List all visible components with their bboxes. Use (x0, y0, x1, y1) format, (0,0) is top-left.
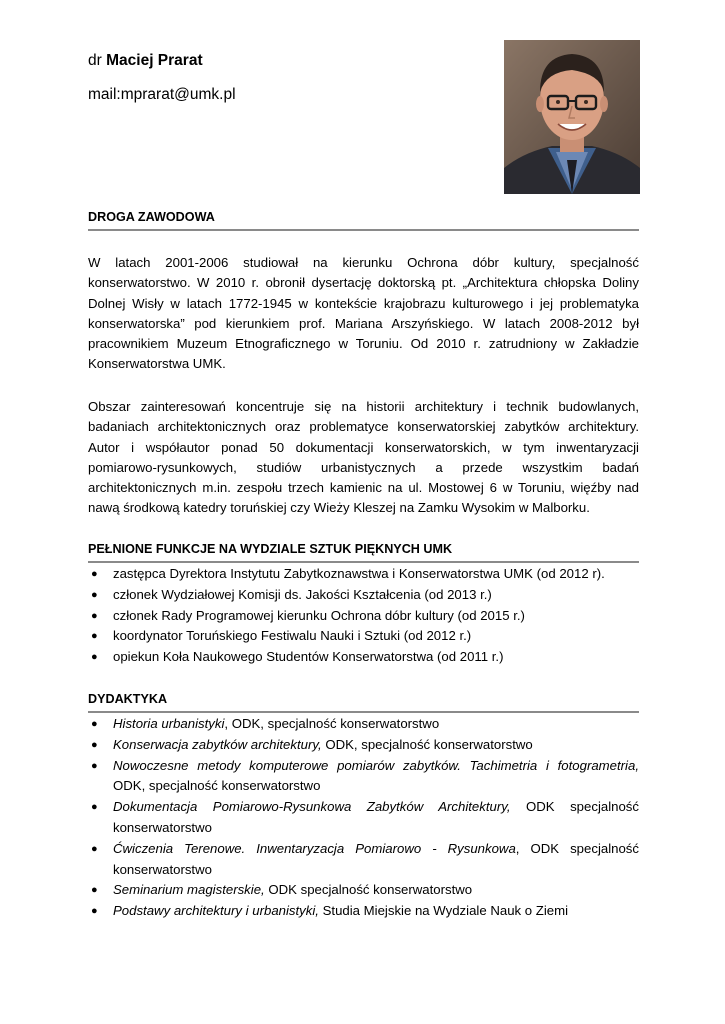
portrait-illustration (504, 40, 640, 194)
function-item (88, 585, 639, 606)
course-name: Seminarium magisterskie, (113, 882, 265, 898)
bullet-icon: ● (91, 651, 98, 664)
function-item-text: członek Wydziałowej Komisji ds. Jakości Kształcenia (od 2013 r.) (113, 586, 492, 602)
course-details: ODK specjalność konserwatorstwo (264, 882, 473, 898)
bullet-icon: ● (91, 609, 98, 622)
bullet-icon: ● (91, 630, 98, 643)
bullet-icon: ● (91, 588, 98, 601)
career-paragraph-2: Obszar zainteresowań koncentruje się na historii architektury i technik budowlanych, badaniach architektonicznych oraz problematyce konserwatorskiej zabytków architektury. Autor i współautor ponad 50 dokumentacji konserwatorskich, w tym inwentaryzacji pomiarowo-rysunkowych, studiów urbanistycznych a przede wszystkim badań architektonicznych m.in. zespołu trzech kamienic na ul. Mostowej 6 w Toruniu, więźby nad nawą środkową katedry toruńskiej czy Wieży Kleszej na Zamku Wysokim w Malborku. (88, 399, 639, 516)
section-title-didactics: DYDAKTYKA (88, 692, 639, 713)
course-details: , ODK specjalność konserwatorstwo (113, 840, 639, 877)
course-details: , ODK, specjalność konserwatorstwo (224, 716, 440, 731)
portrait-photo (504, 40, 640, 194)
bullet-icon: ● (91, 738, 98, 751)
career-paragraph-1: W latach 2001-2006 studiował na kierunku Ochrona dóbr kultury, specjalność konserwatorstwo. W 2010 r. obronił dysertację doktorską pt. „Architektura chłopska Doliny Dolnej Wisły w latach 1772-1945 w kontekście krajobrazu kulturowego i jej problematyka konserwatorska” pod kierunkiem prof. Mariana Arszyńskiego. W latach 2008-2012 był pracownikiem Muzeum Etnograficznego w Toruniu. Od 2010 r. zatrudniony w Zakładzie Konserwatorstwa UMK. (88, 255, 639, 372)
function-item (88, 564, 639, 585)
course-item (88, 880, 639, 901)
section-title-career: DROGA ZAWODOWA (88, 210, 639, 231)
course-item (88, 714, 639, 735)
course-details: Studia Miejskie na Wydziale Nauk o Ziemi (318, 903, 569, 919)
course-details: ODK, specjalność konserwatorstwo (113, 778, 321, 794)
bullet-icon: ● (91, 801, 98, 814)
functions-list (88, 564, 639, 668)
course-details: ODK specjalność konserwatorstwo (113, 799, 639, 835)
section-title-functions: PEŁNIONE FUNKCJE NA WYDZIALE SZTUK PIĘKNYCH UMK (88, 542, 639, 563)
bullet-icon: ● (91, 884, 98, 897)
bullet-icon: ● (91, 568, 98, 580)
name-text: Maciej Prarat (106, 52, 203, 69)
function-item-text: członek Rady Programowej kierunku Ochrona dóbr kultury (od 2015 r.) (113, 607, 525, 623)
function-item-text: zastępca Dyrektora Instytutu Zabytkoznawstwa i Konserwatorstwa UMK (od 2012 r). (113, 566, 605, 581)
course-item (88, 756, 639, 798)
course-name: Dokumentacja Pomiarowo-Rysunkowa Zabytków Architektury, (113, 799, 511, 815)
person-name (88, 52, 203, 70)
course-name: Podstawy architektury i urbanistyki, (113, 903, 319, 919)
course-item (88, 735, 639, 756)
course-name: Historia urbanistyki (113, 716, 225, 731)
title-prefix: dr (88, 52, 102, 69)
function-item-text: opiekun Koła Naukowego Studentów Konserwatorstwa (od 2011 r.) (113, 649, 504, 665)
course-name: Nowoczesne metody komputerowe pomiarów zabytków. Tachimetria i fotogrametria, (113, 757, 639, 773)
didactics-list (88, 714, 639, 922)
bullet-icon: ● (91, 759, 98, 772)
bullet-icon: ● (91, 718, 98, 730)
course-item (88, 797, 639, 839)
course-name: Ćwiczenia Terenowe. Inwentaryzacja Pomiarowo - Rysunkowa (113, 840, 516, 856)
function-item (88, 647, 639, 668)
email-address: mail:mprarat@umk.pl (88, 86, 236, 103)
course-details: ODK, specjalność konserwatorstwo (321, 736, 533, 752)
bullet-icon: ● (91, 905, 98, 918)
function-item (88, 626, 639, 647)
function-item-text: koordynator Toruńskiego Festiwalu Nauki i Sztuki (od 2012 r.) (113, 628, 472, 644)
function-item (88, 606, 639, 627)
bullet-icon: ● (91, 842, 98, 855)
course-name: Konserwacja zabytków architektury, (113, 736, 322, 752)
course-item (88, 839, 639, 881)
course-item (88, 901, 639, 922)
